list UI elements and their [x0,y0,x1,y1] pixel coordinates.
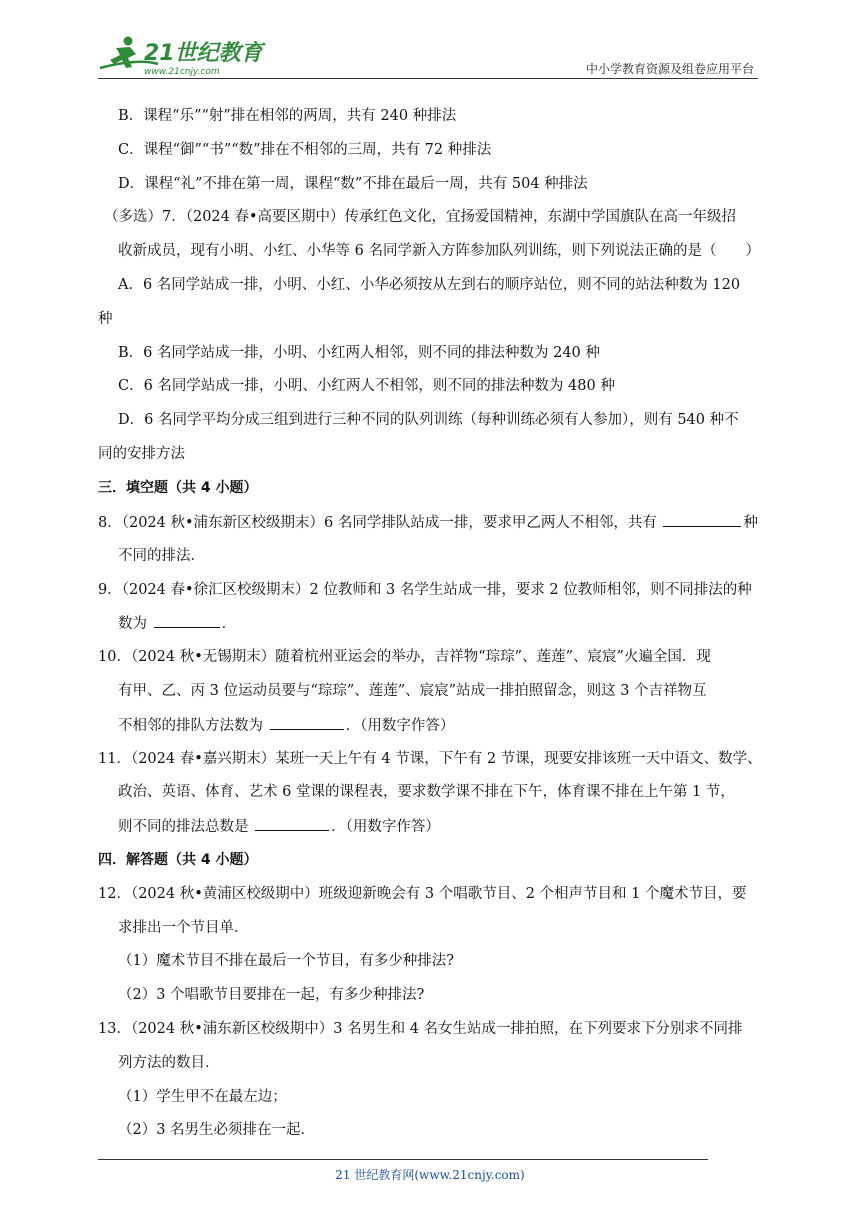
question-11-line-3 [118,816,440,837]
footer-link[interactable]: 21 世纪教育网(www.21cnjy.com) [335,1168,525,1182]
option-c-prev: C．课程“御”“书”“数”排在不相邻的三周，共有 72 种排法 [118,142,492,158]
question-13-line-1: 13．（2024 秋•浦东新区校级期中）3 名男生和 4 名女生站成一排拍照，在下列要求下分别求不同排 [98,1021,743,1037]
question-11-line-2: 政治、英语、体育、艺术 6 堂课的课程表，要求数学课不排在下午，体育课不排在上午第 1 节， [118,784,735,800]
answer-blank [270,715,344,730]
question-10-line-3 [118,715,454,736]
option-b-prev: B．课程“乐”“射”排在相邻的两周，共有 240 种排法 [118,108,457,124]
logo-url: www.21cnjy.com [144,67,220,77]
question-10-line-2: 有甲、乙、丙 3 位运动员要与“琮琮”、莲莲”、宸宸”站成一排拍照留念，则这 3 个吉祥物互 [118,683,707,699]
q11-text-end: ．（用数字作答） [331,819,440,835]
question-13-part-1: （1）学生甲不在最左边； [118,1089,287,1105]
question-13-part-2: （2）3 名男生必须排在一起． [118,1122,316,1138]
question-9-line-2 [118,613,236,634]
question-12-part-1: （1）魔术节目不排在最后一个节目，有多少种排法? [118,953,454,969]
answer-blank [255,816,329,831]
question-12-part-2: （2）3 个唱歌节目要排在一起，有多少种排法? [118,987,425,1003]
q8-text-end: 种 [743,515,758,531]
q10-text: 不相邻的排队方法数为 [118,718,268,734]
question-12-line-1: 12．（2024 秋•黄浦区校级期中）班级迎新晚会有 3 个唱歌节目、2 个相声节目和 1 个魔术节目，要 [98,886,747,902]
q9-text-end: ． [221,616,237,632]
header-platform-name: 中小学教育资源及组卷应用平台 [585,62,754,76]
question-13-line-2: 列方法的数目． [118,1055,220,1071]
header-divider [98,78,758,79]
answer-blank [154,613,220,628]
q7-option-c: C．6 名同学站成一排，小明、小红两人不相邻，则不同的排法种数为 480 种 [118,378,615,394]
q7-option-d-line-2: 同的安排方法 [98,446,185,462]
question-7-line-1: （多选）7．（2024 春•高要区期中）传承红色文化，宜扬爱国精神，东湖中学国旗队在高一年级招 [104,209,737,225]
q8-text: 8．（2024 秋•浦东新区校级期末）6 名同学排队站成一排，要求甲乙两人不相邻，共有 [98,515,662,531]
q7-option-b: B．6 名同学站成一排，小明、小红两人相邻，则不同的排法种数为 240 种 [118,345,600,361]
section-4-heading: 四．解答题（共 4 小题） [98,852,258,868]
question-9-line-1: 9．（2024 春•徐汇区校级期末）2 位教师和 3 名学生站成一排，要求 2 位教师相邻，则不同排法的种 [98,582,752,598]
logo-text: 21世纪教育 [144,41,263,66]
answer-blank [663,512,741,527]
option-d-prev: D．课程“礼”不排在第一周，课程“数”不排在最后一周，共有 504 种排法 [118,176,588,192]
logo-21cnjy [98,34,268,78]
question-8-line-2: 不同的排法． [118,548,205,564]
page-header [98,34,758,78]
q11-text: 则不同的排法总数是 [118,819,254,835]
q10-text-end: ．（用数字作答） [345,718,455,734]
q7-option-a-line-2: 种 [98,311,113,327]
question-7-line-2: 收新成员，现有小明、小红、小华等 6 名同学新入方阵参加队列训练，则下列说法正确的是（ ） [118,243,760,259]
section-3-heading: 三．填空题（共 4 小题） [98,480,258,496]
q9-text: 数为 [118,616,152,632]
question-10-line-1: 10．（2024 秋•无锡期末）随着杭州亚运会的举办，吉祥物“琮琮”、莲莲”、宸宸”火遍全国．现 [98,649,711,665]
question-8-line-1 [98,512,758,533]
question-11-line-1: 11．（2024 春•嘉兴期末）某班一天上午有 4 节课，下午有 2 节课，现要安排该班一天中语文、数学、 [98,751,762,767]
q7-option-a-line-1: A．6 名同学站成一排，小明、小红、小华必须按从左到右的顺序站位，则不同的站法种数为 120 [118,277,741,293]
footer-divider [98,1159,708,1160]
q7-option-d-line-1: D．6 名同学平均分成三组到进行三种不同的队列训练（每种训练必须有人参加），则有 540 种不 [118,412,739,428]
question-12-line-2: 求排出一个节目单． [118,920,249,936]
